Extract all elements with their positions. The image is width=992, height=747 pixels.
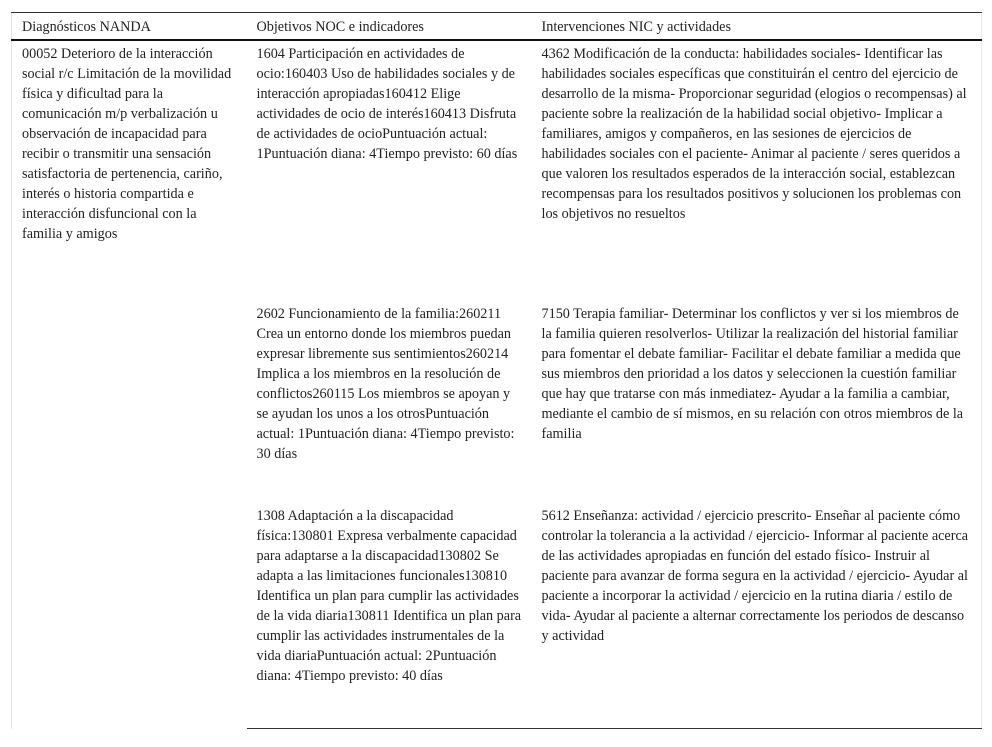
header-row	[12, 13, 982, 40]
noc-cell: 1604 Participación en actividades de ocio:160403 Uso de habilidades sociales y de interacción apropiadas160412 Elige actividades de ocio de interés160413 Disfruta de actividades de ocioPuntuación actual: 1Puntuación diana: 4Tiempo previsto: 60 días	[256, 45, 518, 162]
nic-cell: 4362 Modificación de la conducta: habilidades sociales- Identificar las habilidades sociales específicas que constituirán el centro del ejercicio de desarrollo de la misma- Proporcionar seguridad (elogios o recompensas) al paciente sobre la realización de la habilidad social objetivo- Implicar a familiares, amigos y compañeros, en las sesiones de ejercicios de habilidades sociales con el paciente- Animar al paciente / seres queridos a que valoren los resultados esperados de la interacción social, establezcan recompensas para los resultados positivos y solucionen los problemas con los objetivos no resueltos	[541, 45, 967, 222]
diagnosis-cell: 00052 Deterioro de la interacción social r/c Limitación de la movilidad física y dificultad para la comunicación m/p verbalización u observación de incapacidad para recibir o transmitir una sensación satisfactoria de pertenencia, cariño, interés o historia compartida e interacción disfuncional con la familia y amigos	[22, 45, 232, 242]
table-row	[12, 40, 982, 301]
noc-cell: 1308 Adaptación a la discapacidad física:130801 Expresa verbalmente capacidad para adaptarse a la discapacidad130802 Se adapta a las limitaciones funcionales130810 Identifica un plan para cumplir las actividades de la vida diaria130811 Identifica un plan para cumplir las actividades instrumentales de la vida diariaPuntuación actual: 2Puntuación diana: 4Tiempo previsto: 40 días	[247, 503, 532, 729]
nursing-care-plan-table	[11, 12, 982, 729]
header-nanda: Diagnósticos NANDA	[12, 13, 247, 40]
nic-cell: 5612 Enseñanza: actividad / ejercicio prescrito- Enseñar al paciente cómo controlar la tolerancia a la actividad / ejercicio- Informar al paciente acerca de las actividades apropiadas en función del estado físico- Instruir al paciente para avanzar de forma segura en la actividad / ejercicio- Ayudar al paciente a incorporar la actividad / ejercicio en la rutina diaria / estilo de vida- Ayudar al paciente a alternar correctamente los periodos de descanso y actividad	[532, 503, 982, 729]
header-noc: Objetivos NOC e indicadores	[247, 13, 532, 40]
header-nic: Intervenciones NIC y actividades	[532, 13, 982, 40]
nic-cell: 7150 Terapia familiar- Determinar los conflictos y ver si los miembros de la familia quieren resolverlos- Utilizar la realización del historial familiar para fomentar el debate familiar- Facilitar el debate familiar a medida que sus miembros den prioridad a los datos y seleccionen la cuestión familiar que hay que tratarse con más inmediatez- Ayudar a la familia a cambiar, mediante el cambio de sí mismos, en su relación con otros miembros de la familia	[541, 305, 964, 442]
noc-cell: 2602 Funcionamiento de la familia:260211 Crea un entorno donde los miembros puedan expresar libremente sus sentimientos260214 Implica a los miembros en la resolución de conflictos260115 Los miembros se apoyan y se ayudan los unos a los otrosPuntuación actual: 1Puntuación diana: 4Tiempo previsto: 30 días	[256, 305, 515, 462]
